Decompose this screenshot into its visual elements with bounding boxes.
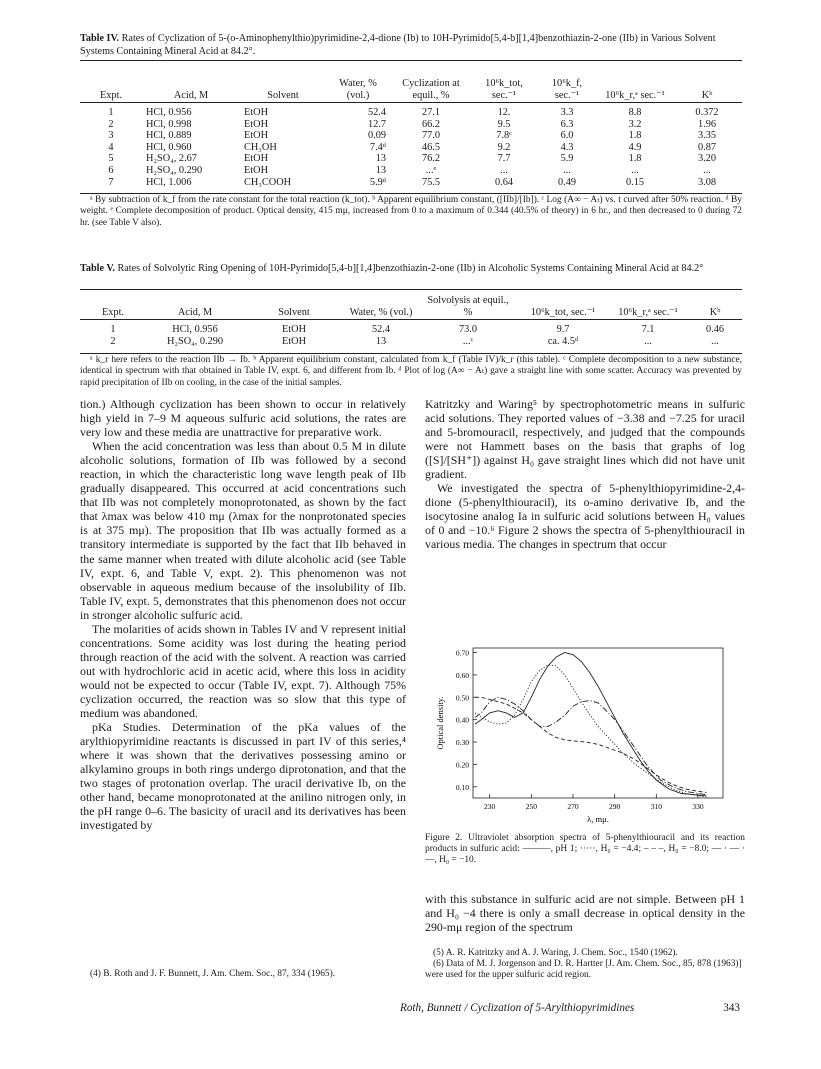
cell: 7.1 <box>641 324 655 335</box>
table-v-col-solvent: Solvent <box>278 306 310 318</box>
cell: 12. <box>497 107 511 118</box>
table-row <box>80 107 742 119</box>
cell: ... <box>500 164 508 176</box>
cell: 4.9 <box>628 141 642 153</box>
cell: ...ᵉ <box>425 164 437 176</box>
figure-2-chart <box>425 640 745 832</box>
table-iv-header <box>80 64 742 102</box>
table-iv-caption <box>80 33 742 58</box>
cell: 2 <box>110 335 116 347</box>
cell: 3.35 <box>697 130 717 142</box>
cell: 2 <box>108 118 114 130</box>
cell: 73.0 <box>458 324 478 335</box>
cell: 6.3 <box>560 118 574 130</box>
paragraph: Katritzky and Waring⁵ by spectrophotometric means in sulfuric acid solutions. They reported values of −3.38 and −7.25 for uracil and 5-bromouracil, respectively, and judged that the compounds were not Hammett bases on the basis that graphs of log ([S]/[SH⁺]) against H₀ gave straight lines which did not have unit gradient. <box>425 397 745 482</box>
table-v-header <box>80 292 742 319</box>
paragraph: The molarities of acids shown in Tables IV and V represent initial concentrations. Some acidity was lost during the heating period through reaction of the acid with the solvent. A reaction was carried out with hydrochloric acid in acetic acid, where this loss in acidity would not be expected to occur (Table IV, expt. 7). Although 75% cyclization occurred, the reaction was so slow that this type of medium was abandoned. <box>80 621 406 721</box>
table-row <box>80 153 742 165</box>
x-axis-label: λ, mμ. <box>587 814 609 824</box>
table-v-col-kr: 10⁶k_r,ᵃ sec.⁻¹ <box>618 306 678 318</box>
table-iv-col-kr: 10⁶k_r,ᵃ sec.⁻¹ <box>605 89 665 101</box>
cell: 9.2 <box>497 141 511 153</box>
cell: ... <box>711 335 719 347</box>
cell: 3.2 <box>628 118 642 130</box>
table-iv-label: Table IV. <box>80 33 120 44</box>
table-row <box>80 177 742 189</box>
table-iv-col-water: Water, % (vol.) <box>339 78 377 101</box>
table-v-col-acid: Acid, M <box>177 306 213 318</box>
cell: 4.3 <box>560 141 574 153</box>
cell: 27.1 <box>421 107 441 118</box>
table-iv-top-rule <box>80 60 742 61</box>
y-axis-label: Optical density. <box>435 696 445 750</box>
cell: HCl, 0.998 <box>146 118 192 130</box>
y-tick-label: 0.20 <box>455 760 469 770</box>
footnote-6: (6) Data of M. J. Jorgenson and D. R. Hartter [J. Am. Chem. Soc., 85, 878 (1963)] were used for the upper sulfuric acid region. <box>425 959 742 980</box>
table-row <box>80 165 742 177</box>
cell: EtOH <box>281 324 307 335</box>
table-v <box>80 292 742 347</box>
figure-2-caption: Figure 2. Ultraviolet absorption spectra of 5-phenylthiouracil and its reaction products in sulfuric acid: ———, pH 1; ·····, H₀ = −4.4; – – –, H₀ = −8.0; — · — · —, H₀ = −10. <box>425 833 745 865</box>
table-v-col-solvolysis: Solvolysis at equil., % <box>427 295 509 318</box>
table-row <box>80 130 742 142</box>
left-column <box>80 397 406 832</box>
cell: ... <box>703 164 711 176</box>
cell: 52.4 <box>367 107 386 118</box>
table-v-bottom-rule <box>80 353 742 354</box>
series-line-3 <box>475 697 706 792</box>
cell: HCl, 0.956 <box>146 107 192 118</box>
cell: 3.3 <box>560 107 574 118</box>
cell: EtOH <box>244 153 269 165</box>
table-v-col-water: Water, % (vol.) <box>349 306 413 318</box>
y-tick-label: 0.70 <box>455 648 469 658</box>
cell: 7.8ᶜ <box>496 130 512 142</box>
cell: 52.4 <box>371 324 391 335</box>
cell: 1 <box>108 107 114 118</box>
cell: 0.49 <box>557 176 577 188</box>
table-v-col-k: Kᵇ <box>709 306 721 318</box>
cell: 1.8 <box>628 153 642 165</box>
cell: HCl, 1.006 <box>146 176 192 188</box>
series-line-4 <box>475 697 706 794</box>
cell: 9.7 <box>556 324 570 335</box>
table-iv-footnote: ᵃ By subtraction of k_f from the rate constant for the total reaction (k_tot). ᵇ Apparent equilibrium constant, ([IIb]/[Ib]). ᶜ Log (A∞ − Aₜ) vs. t curved after 50% reaction. ᵈ By weight. ᵉ Complete decomposition of product. Optical density, 415 mμ, increased from 0 to a maximum of 0.344 (40.5% of theory) in 6 hr., and then decreased to 0 during 72 hr. (see Table V also). <box>80 195 742 228</box>
table-v-footnote: ᵃ k_r here refers to the reaction IIb → Ib. ᵇ Apparent equilibrium constant, calculated from k_f (Table IV)/k_r (this table). ᶜ Complete decomposition to a new substance, identical in spectrum with that obtained in Table IV, expt. 6, and different from Ib. ᵈ Plot of log (A∞ − Aₜ) gave a straight line with some scatter. Accuracy was prevented by rapid precipitation of IIb on cooling, in the case of the initial samples. <box>80 355 742 388</box>
cell: 46.5 <box>421 141 441 153</box>
cell: 76.2 <box>421 153 441 165</box>
table-v-top-rule <box>80 289 742 290</box>
cell: 8.8 <box>628 107 642 118</box>
plot-frame <box>473 648 723 798</box>
cell: 77.0 <box>421 130 441 142</box>
cell: 7.4ᵈ <box>369 141 386 153</box>
cell: 3 <box>108 130 114 142</box>
cell: H₂SO₄, 0.290 <box>146 164 203 176</box>
x-tick-label: 250 <box>525 802 537 811</box>
table-row <box>80 142 742 154</box>
cell: 13 <box>375 164 386 176</box>
cell: EtOH <box>281 335 307 347</box>
x-tick-label: 310 <box>650 802 662 811</box>
x-tick-label: 290 <box>609 802 621 811</box>
table-v-title: Rates of Solvolytic Ring Opening of 10H-Pyrimido[5,4-b][1,4]benzothiazin-2-one (IIb) in Alcoholic Systems Containing Mineral Acid at 84.2° <box>117 263 704 274</box>
paragraph: pKa Studies. Determination of the pKa values of the arylthiopyrimidine reactants is discussed in part IV of this series,⁴ where it was shown that the derivatives possessing amino or alkylamino groups in both rings undergo diprotonation, and that the two stages of protonation overlap. The uracil derivative Ib, on the other hand, became monoprotonated at the anilino nitrogen only, in the pH range 0–6. The basicity of uracil and its derivatives has been investigated by <box>80 720 406 833</box>
table-v-label: Table V. <box>80 263 115 274</box>
table-iv-bottom-rule <box>80 193 742 194</box>
paragraph: When the acid concentration was less than about 0.5 M in dilute alcoholic solutions, formation of IIb was followed by a second reaction, in which the characteristic long wave length peak of IIb gradually disappeared. This occurred at acid concentrations such that IIb was not completely monoprotonated, as shown by the fact that λmax was below 410 mμ (λmax for the nonprotonated species is at 375 mμ). The proposition that IIb was actually formed as a transitory intermediate is supported by the fact that IIb behaved in the same manner when treated with dilute alcoholic acid (see Table IV, expt. 6, and Table V, expt. 2). This phenomenon was not observable in aqueous medium because of the insolubility of IIb. Table IV, expt. 5, demonstrates that this phenomenon does not occur in stronger alcoholic sulfuric acid. <box>80 439 406 622</box>
cell: CH₃COOH <box>244 176 292 188</box>
table-v-caption <box>80 263 742 276</box>
cell: 5.9 <box>560 153 574 165</box>
table-iv-col-ktot: 10⁶k_tot, sec.⁻¹ <box>485 78 523 101</box>
table-iv-col-expt: Expt. <box>99 89 123 101</box>
cell: 1.8 <box>628 130 642 142</box>
table-row <box>80 324 742 336</box>
cell: ... <box>644 335 652 347</box>
cell: 0.64 <box>494 176 514 188</box>
cell: 7.7 <box>497 153 511 165</box>
y-tick-label: 0.50 <box>455 693 469 703</box>
table-iv-col-kf: 10⁶k_f, sec.⁻¹ <box>551 78 583 101</box>
page-number: 343 <box>723 1002 740 1014</box>
cell: 75.5 <box>421 176 441 188</box>
paragraph: We investigated the spectra of 5-phenylthiopyrimidine-2,4-dione (5-phenylthiouracil), its o-amino derivative Ib, and the isocytosine analog Ia in sulfuric acid solutions between H₀ values of 0 and −10.⁶ Figure 2 shows the spectra of 5-phenylthiouracil in various media. The changes in spectrum that occur <box>425 481 745 552</box>
series-line-1 <box>475 653 706 796</box>
left-footnote: (4) B. Roth and J. F. Bunnett, J. Am. Chem. Soc., 87, 334 (1965). <box>90 969 336 979</box>
cell: 0.46 <box>705 324 725 335</box>
cell: EtOH <box>244 130 269 142</box>
cell: HCl, 0.889 <box>146 130 192 142</box>
y-tick-label: 0.10 <box>455 782 469 792</box>
cell: 1 <box>110 324 116 335</box>
right-footnotes <box>425 948 745 981</box>
table-iv-col-k: Kᵇ <box>701 89 713 101</box>
cell: ca. 4.5ᵈ <box>547 335 579 347</box>
cell: 0.15 <box>625 176 645 188</box>
cell: CH₃OH <box>244 141 277 153</box>
cell: 3.20 <box>697 153 717 165</box>
cell: 66.2 <box>421 118 441 130</box>
cell: 3.08 <box>697 176 717 188</box>
cell: 13 <box>375 335 387 347</box>
x-tick-label: 330 <box>692 802 704 811</box>
y-tick-label: 0.30 <box>455 738 469 748</box>
cell: 13 <box>375 153 386 165</box>
cell: 5.9ᵈ <box>369 176 386 188</box>
right-column <box>425 397 745 552</box>
cell: ... <box>631 164 639 176</box>
table-iv <box>80 64 742 188</box>
cell: EtOH <box>244 107 269 118</box>
running-footer-text: Roth, Bunnett / Cyclization of 5-Arylthiopyrimidines <box>400 1002 635 1014</box>
y-tick-label: 0.60 <box>455 670 469 680</box>
cell: 1.96 <box>697 118 717 130</box>
cell: ...ᶜ <box>462 335 474 347</box>
running-footer <box>400 1002 750 1014</box>
cell: 4 <box>108 141 114 153</box>
table-iv-col-cyclization: Cyclization at equil., % <box>402 78 460 101</box>
cell: 5 <box>108 153 114 165</box>
cell: 6.0 <box>560 130 574 142</box>
table-v-col-expt: Expt. <box>101 306 125 318</box>
table-iv-title: Rates of Cyclization of 5-(o-Aminophenylthio)pyrimidine-2,4-dione (Ib) to 10H-Pyrimido[5,4-b][1,4]benzothiazin-2-one (IIb) in Various Solvent Systems Containing Mineral Acid at 84.2°. <box>80 33 716 57</box>
paragraph: tion.) Although cyclization has been shown to occur in relatively high yield in 7–9 M aqueous sulfuric acid solutions, the rates are very low and these media are unattractive for preparative work. <box>80 397 406 440</box>
cell: 0.372 <box>695 107 719 118</box>
series-line-2 <box>475 665 706 797</box>
cell: H₂SO₄, 2.67 <box>146 153 197 165</box>
cell: ... <box>563 164 571 176</box>
cell: HCl, 0.956 <box>172 324 218 335</box>
cell: 6 <box>108 164 114 176</box>
table-row <box>80 119 742 131</box>
y-tick-label: 0.40 <box>455 715 469 725</box>
x-tick-label: 270 <box>567 802 579 811</box>
table-v-col-ktot: 10⁶k_tot, sec.⁻¹ <box>530 306 596 318</box>
right-column-continued: with this substance in sulfuric acid are not simple. Between pH 1 and H₀ −4 there is only a small decrease in optical density in the 290-mμ region of the spectrum <box>425 892 745 935</box>
cell: EtOH <box>244 164 269 176</box>
table-iv-col-acid: Acid, M <box>173 89 209 101</box>
table-iv-col-solvent: Solvent <box>267 89 299 101</box>
cell: 9.5 <box>497 118 511 130</box>
cell: 0.87 <box>697 141 717 153</box>
table-row <box>80 336 742 348</box>
cell: HCl, 0.960 <box>146 141 192 153</box>
footnote-5: (5) A. R. Katritzky and A. J. Waring, J. Chem. Soc., 1540 (1962). <box>433 948 678 958</box>
cell: EtOH <box>244 118 269 130</box>
cell: 12.7 <box>367 118 386 130</box>
cell: H₂SO₄, 0.290 <box>166 335 224 347</box>
cell: 0.09 <box>367 130 386 142</box>
x-tick-label: 230 <box>484 802 496 811</box>
cell: 7 <box>108 176 114 188</box>
